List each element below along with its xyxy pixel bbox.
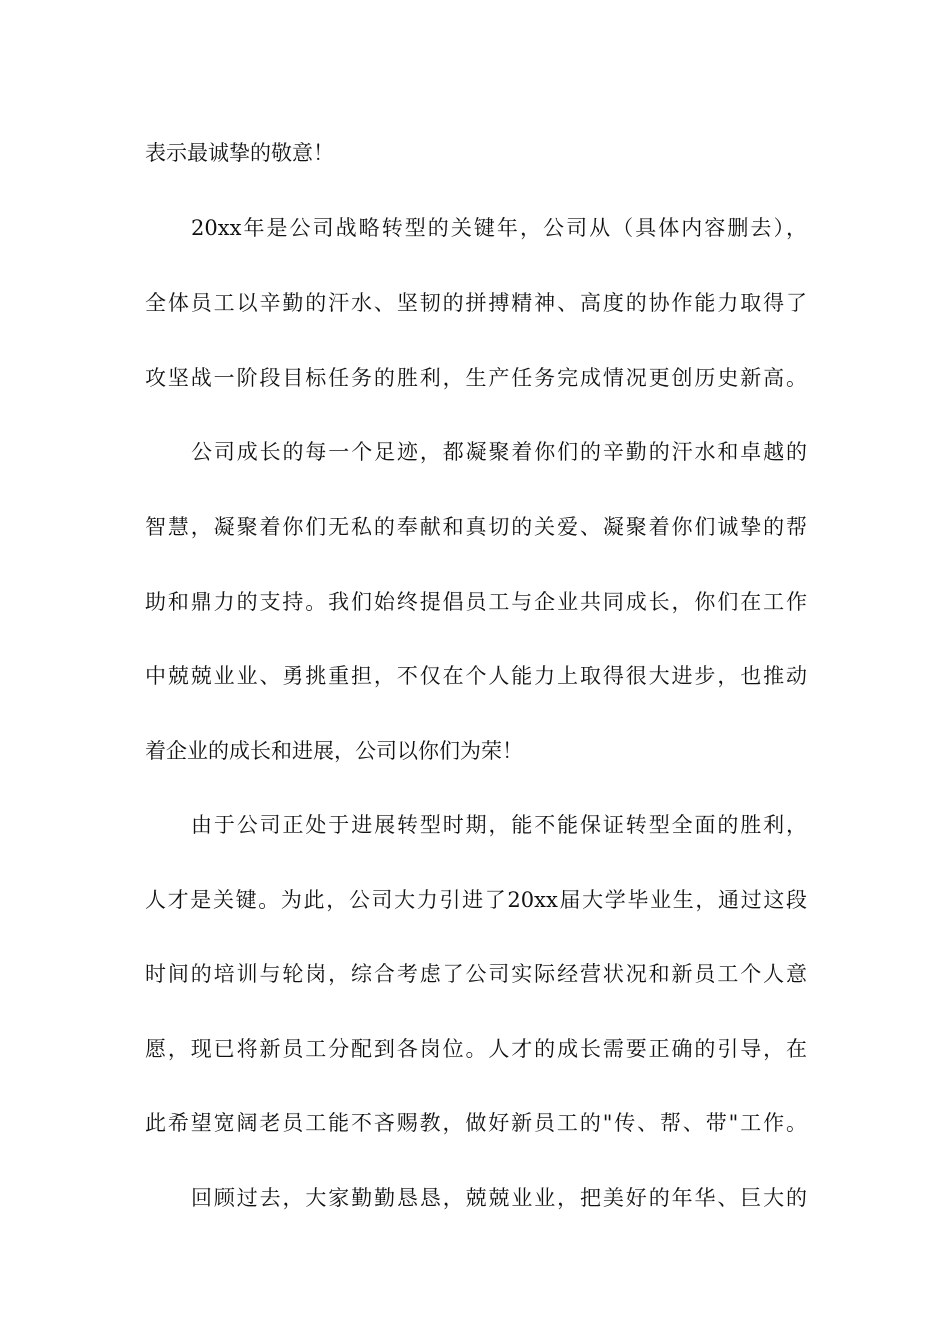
text-line: 表示最诚挚的敬意！: [145, 141, 334, 165]
text-line: 智慧，凝聚着你们无私的奉献和真切的关爱、凝聚着你们诚挚的帮: [145, 515, 807, 539]
text-line: 公司成长的每一个足迹，都凝聚着你们的辛勤的汗水和卓越的: [191, 440, 807, 464]
text-line: 20xx年是公司战略转型的关键年，公司从（具体内容删去），: [191, 216, 807, 240]
text-line: 回顾过去，大家勤勤恳恳，兢兢业业，把美好的年华、巨大的: [191, 1186, 807, 1210]
text-line: 中兢兢业业、勇挑重担，不仅在个人能力上取得很大进步，也推动: [145, 664, 807, 688]
text-line: 人才是关键。为此，公司大力引进了20xx届大学毕业生，通过这段: [145, 888, 807, 912]
text-line: 愿，现已将新员工分配到各岗位。人才的成长需要正确的引导，在: [145, 1037, 807, 1061]
text-line: 此希望宽阔老员工能不吝赐教，做好新员工的"传、帮、带"工作。: [145, 1111, 807, 1135]
text-line: 全体员工以辛勤的汗水、坚韧的拼搏精神、高度的协作能力取得了: [145, 291, 807, 315]
text-line: 着企业的成长和进展，公司以你们为荣！: [145, 739, 523, 763]
text-line: 由于公司正处于进展转型时期，能不能保证转型全面的胜利，: [191, 813, 807, 837]
text-line: 时间的培训与轮岗，综合考虑了公司实际经营状况和新员工个人意: [145, 962, 807, 986]
text-line: 攻坚战一阶段目标任务的胜利，生产任务完成情况更创历史新高。: [145, 366, 807, 390]
text-line: 助和鼎力的支持。我们始终提倡员工与企业共同成长，你们在工作: [145, 590, 807, 614]
